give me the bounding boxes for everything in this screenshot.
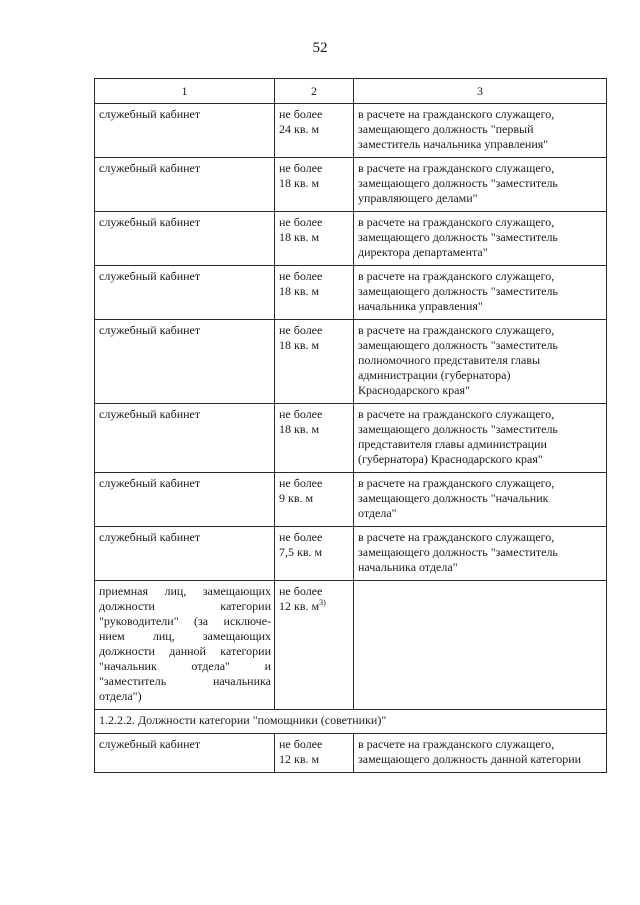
premises-name-cell: служебный кабинет [95, 266, 275, 320]
table-row [95, 104, 607, 158]
column-header: 2 [275, 79, 354, 104]
premises-name-cell: служебный кабинет [95, 320, 275, 404]
note-cell: в расчете на гражданского служащего, замещающего должность "заместитель начальника отдела" [354, 527, 607, 581]
premises-name-line: приемная лиц, замещающих [99, 584, 271, 598]
note-cell [354, 581, 607, 710]
table-row [95, 212, 607, 266]
table-row [95, 527, 607, 581]
note-cell: в расчете на гражданского служащего, замещающего должность "заместитель начальника управления" [354, 266, 607, 320]
area-norm-cell [275, 581, 354, 710]
area-norm-cell: не более 18 кв. м [275, 320, 354, 404]
area-norm-cell: не более 12 кв. м [275, 734, 354, 773]
premises-name-line: нием лиц, замещающих [99, 629, 271, 643]
premises-name-line: должности категории [99, 599, 271, 613]
area-norm-text: не более 12 кв. м [279, 584, 323, 613]
note-cell: в расчете на гражданского служащего, замещающего должность "первый заместитель начальника управления" [354, 104, 607, 158]
premises-name-cell [95, 581, 275, 710]
section-heading-row [95, 710, 607, 734]
table-row [95, 404, 607, 473]
column-header: 1 [95, 79, 275, 104]
premises-name-line: отдела") [99, 689, 142, 703]
area-norm-cell: не более 7,5 кв. м [275, 527, 354, 581]
table-row-reception [95, 581, 607, 710]
area-norm-cell: не более 18 кв. м [275, 212, 354, 266]
premises-name-line: должности данной категории [99, 644, 271, 658]
area-norm-cell: не более 9 кв. м [275, 473, 354, 527]
table-row [95, 320, 607, 404]
premises-name-cell: служебный кабинет [95, 527, 275, 581]
premises-name-line: "руководители" (за исключе- [99, 614, 271, 628]
page-number: 52 [312, 40, 328, 56]
area-norm-cell: не более 18 кв. м [275, 404, 354, 473]
premises-name-cell: служебный кабинет [95, 104, 275, 158]
premises-name-line: "заместитель начальника [99, 674, 271, 688]
footnote-marker: 3) [319, 598, 326, 607]
note-cell: в расчете на гражданского служащего, замещающего должность "заместитель управляющего делами" [354, 158, 607, 212]
area-norm-cell: не более 24 кв. м [275, 104, 354, 158]
premises-name-cell: служебный кабинет [95, 404, 275, 473]
note-cell: в расчете на гражданского служащего, замещающего должность данной категории [354, 734, 607, 773]
table-row [95, 158, 607, 212]
premises-name-cell: служебный кабинет [95, 734, 275, 773]
table-row [95, 734, 607, 773]
premises-name-line: "начальник отдела" и [99, 659, 271, 673]
note-cell: в расчете на гражданского служащего, замещающего должность "заместитель директора департамента" [354, 212, 607, 266]
premises-name-cell: служебный кабинет [95, 212, 275, 266]
note-cell: в расчете на гражданского служащего, замещающего должность "начальник отдела" [354, 473, 607, 527]
premises-name-cell: служебный кабинет [95, 158, 275, 212]
table-header-row [95, 79, 607, 104]
table-row [95, 266, 607, 320]
section-heading: 1.2.2.2. Должности категории "помощники (советники)" [95, 710, 607, 734]
norms-table [94, 78, 607, 773]
premises-name-cell: служебный кабинет [95, 473, 275, 527]
note-cell: в расчете на гражданского служащего, замещающего должность "заместитель представителя главы администрации (губернатора) Краснодарского края" [354, 404, 607, 473]
area-norm-cell: не более 18 кв. м [275, 266, 354, 320]
column-header: 3 [354, 79, 607, 104]
note-cell: в расчете на гражданского служащего, замещающего должность "заместитель полномочного представителя главы администрации (губернатора) Краснодарского края" [354, 320, 607, 404]
table-row [95, 473, 607, 527]
area-norm-cell: не более 18 кв. м [275, 158, 354, 212]
